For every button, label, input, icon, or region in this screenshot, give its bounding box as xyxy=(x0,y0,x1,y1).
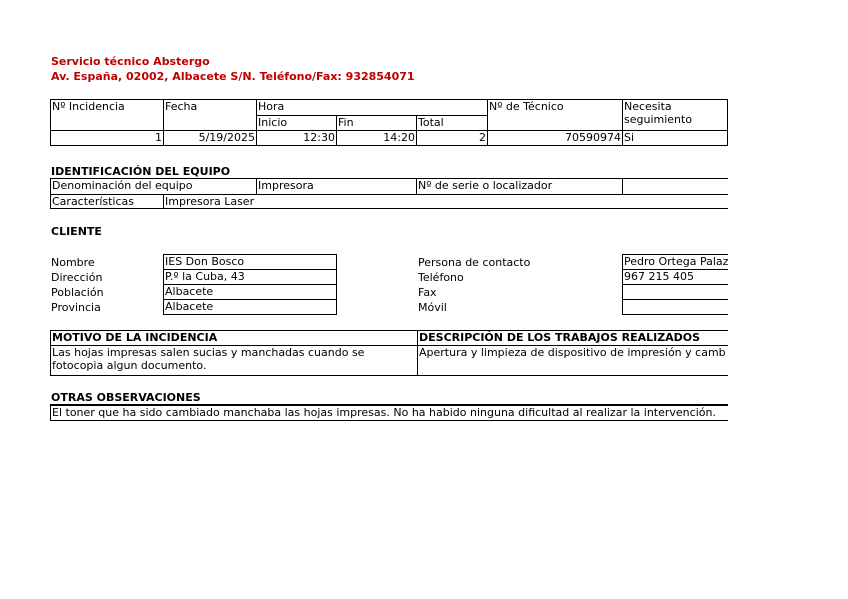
start-time-header: Inicio xyxy=(256,115,336,130)
followup-value: Si xyxy=(622,130,728,145)
client-town-value: Albacete xyxy=(163,284,337,299)
incident-reason-title: MOTIVO DE LA INCIDENCIA xyxy=(50,330,417,345)
fax-value xyxy=(622,284,728,299)
observations-text: El toner que ha sido cambiado manchaba las hojas impresas. No ha habido ninguna dificultad al realizar la intervención. xyxy=(50,404,728,421)
client-address-label: Dirección xyxy=(51,271,103,284)
client-address-value: P.º la Cuba, 43 xyxy=(163,269,337,284)
contact-person-value: Pedro Ortega Palaz xyxy=(624,255,728,268)
client-name-value: IES Don Bosco xyxy=(163,254,337,269)
start-time-value: 12:30 xyxy=(256,130,336,145)
phone-label: Teléfono xyxy=(418,271,464,284)
work-description-text: Apertura y limpieza de dispositivo de impresión y camb xyxy=(417,345,728,376)
characteristics-value: Impresora Laser xyxy=(163,194,728,209)
serial-number-label: Nº de serie o localizador xyxy=(416,178,622,194)
date-value: 5/19/2025 xyxy=(163,130,256,145)
equipment-table-bottom-border xyxy=(50,208,728,209)
end-time-header: Fin xyxy=(336,115,416,130)
company-name: Servicio técnico Abstergo xyxy=(51,55,210,68)
incident-number-value: 1 xyxy=(50,130,163,145)
equipment-name-value: Impresora xyxy=(256,178,416,194)
technician-value: 70590974 xyxy=(487,130,622,145)
total-time-value: 2 xyxy=(416,130,487,145)
fax-label: Fax xyxy=(418,286,437,299)
followup-header-line1: Necesita xyxy=(624,100,672,113)
incident-number-header: Nº Incidencia xyxy=(50,99,163,130)
technician-header: Nº de Técnico xyxy=(487,99,622,130)
mobile-value xyxy=(622,299,728,315)
serial-number-value xyxy=(622,178,728,194)
incident-table-bottom-border xyxy=(50,145,728,146)
incident-reason-text: Las hojas impresas salen sucias y manchadas cuando se fotocopia algun documento. xyxy=(50,345,417,376)
end-time-value: 14:20 xyxy=(336,130,416,145)
phone-value: 967 215 405 xyxy=(622,269,728,284)
total-time-header: Total xyxy=(416,115,487,130)
followup-header xyxy=(622,99,728,130)
company-address: Av. España, 02002, Albacete S/N. Teléfono/Fax: 932854071 xyxy=(51,70,415,83)
equipment-section-title: IDENTIFICACIÓN DEL EQUIPO xyxy=(51,165,231,178)
client-province-value: Albacete xyxy=(163,299,337,315)
characteristics-label: Características xyxy=(50,194,163,209)
observations-bottom-border xyxy=(50,420,728,421)
time-header: Hora xyxy=(256,99,487,115)
client-province-label: Provincia xyxy=(51,301,101,314)
followup-header-line2: seguimiento xyxy=(624,113,693,126)
observations-title: OTRAS OBSERVACIONES xyxy=(51,391,201,404)
client-section-title: CLIENTE xyxy=(51,225,102,238)
date-header: Fecha xyxy=(163,99,256,130)
mobile-label: Móvil xyxy=(418,301,447,314)
contact-person-label: Persona de contacto xyxy=(418,256,531,269)
equipment-name-label: Denominación del equipo xyxy=(50,178,256,194)
client-town-label: Población xyxy=(51,286,104,299)
client-name-label: Nombre xyxy=(51,256,95,269)
incident-details-bottom-border xyxy=(50,375,728,376)
work-description-title: DESCRIPCIÓN DE LOS TRABAJOS REALIZADOS xyxy=(417,330,728,345)
